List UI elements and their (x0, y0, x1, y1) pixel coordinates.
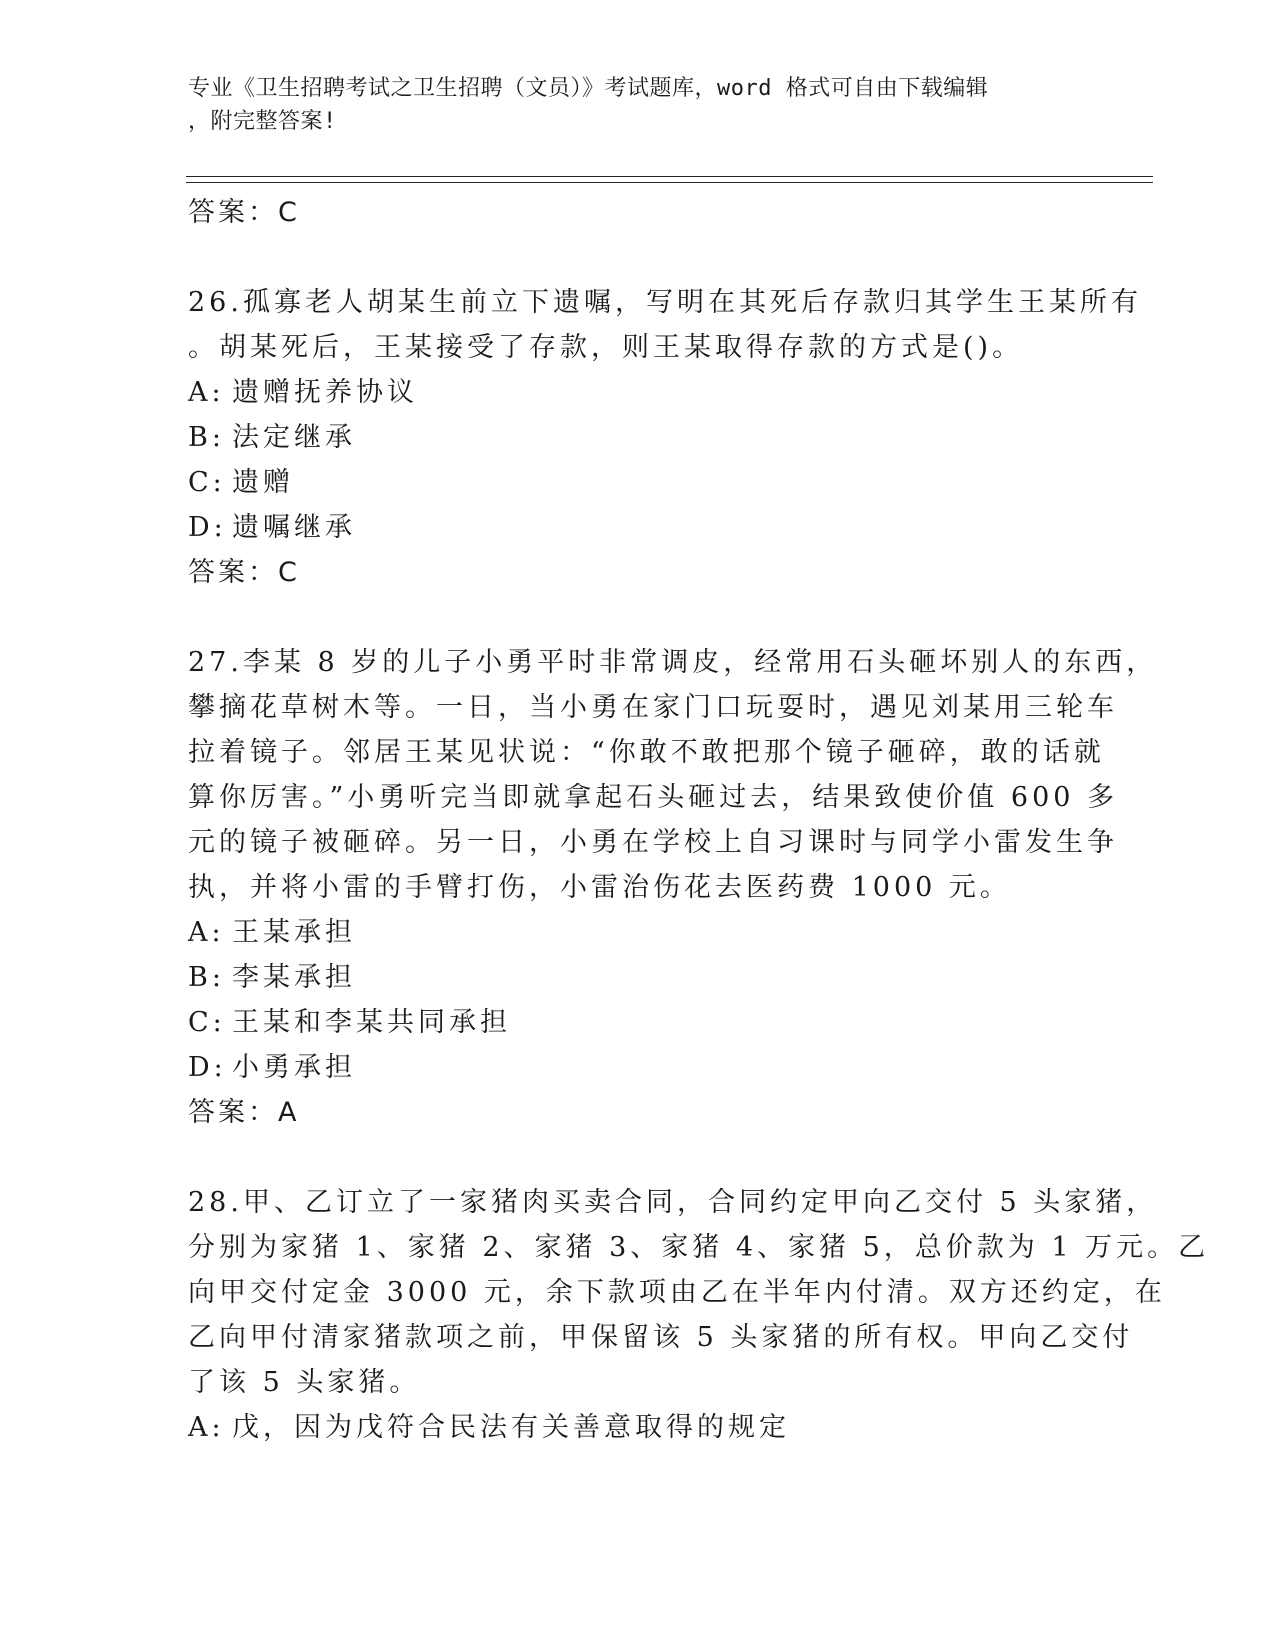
question-28 (188, 1180, 1210, 1450)
option-text: 法定继承 (232, 422, 356, 453)
option-letter: B: (188, 962, 225, 993)
option-text: 戊，因为戊符合民法有关善意取得的规定 (232, 1412, 790, 1443)
answer-line-q25: 答案：C (188, 197, 300, 228)
question-text-line: 向甲交付定金 3000 元，余下款项由乙在半年内付清。双方还约定，在 (188, 1277, 1166, 1308)
header-line-2: ，附完整答案! (188, 109, 337, 134)
question-text-line: 26.孤寡老人胡某生前立下遗嘱，写明在其死后存款归其学生王某所有 (188, 287, 1142, 318)
question-text-line: 乙向甲付清家猪款项之前，甲保留该 5 头家猪的所有权。甲向乙交付 (188, 1322, 1134, 1353)
option-letter: A: (188, 917, 225, 948)
option-letter: A: (188, 1412, 225, 1443)
option-a (188, 1405, 1088, 1450)
question-text-line: 执，并将小雷的手臂打伤，小雷治伤花去医药费 1000 元。 (188, 872, 1011, 903)
header-rule-bottom (186, 182, 1153, 183)
option-c (188, 1000, 1088, 1045)
header-line-1: 专业《卫生招聘考试之卫生招聘（文员）》考试题库，word 格式可自由下载编辑 (188, 76, 989, 101)
answer-line: 答案：A (188, 1097, 300, 1128)
option-a (188, 370, 1088, 415)
option-text: 小勇承担 (232, 1052, 356, 1083)
option-d (188, 505, 1088, 550)
answer-line: 答案：C (188, 557, 300, 588)
option-b (188, 415, 1088, 460)
question-text-line: 了该 5 头家猪。 (188, 1367, 421, 1398)
question-content (188, 190, 1210, 1450)
option-text: 遗赠 (232, 467, 294, 498)
question-text-line: 攀摘花草树木等。一日，当小勇在家门口玩耍时，遇见刘某用三轮车 (188, 692, 1118, 723)
option-letter: B: (188, 422, 225, 453)
page-header (188, 72, 1088, 138)
option-text: 李某承担 (232, 962, 356, 993)
option-letter: C: (188, 1007, 226, 1038)
question-text-line: 元的镜子被砸碎。另一日，小勇在学校上自习课时与同学小雷发生争 (188, 827, 1118, 858)
question-text-line: 28.甲、乙订立了一家猪肉买卖合同，合同约定甲向乙交付 5 头家猪， (188, 1187, 1158, 1218)
question-26 (188, 280, 1142, 595)
option-d (188, 1045, 1088, 1090)
question-text-line: 。胡某死后，王某接受了存款，则王某取得存款的方式是()。 (188, 332, 1024, 363)
option-text: 遗嘱继承 (232, 512, 356, 543)
option-letter: D: (188, 1052, 227, 1083)
question-text-line: 拉着镜子。邻居王某见状说：“你敢不敢把那个镜子砸碎，敢的话就 (188, 737, 1105, 768)
header-rule-top (186, 176, 1153, 177)
option-letter: A: (188, 377, 225, 408)
option-text: 王某承担 (232, 917, 356, 948)
option-b (188, 955, 1088, 1000)
question-text-line: 27.李某 8 岁的儿子小勇平时非常调皮，经常用石头砸坏别人的东西， (188, 647, 1158, 678)
question-text-line: 分别为家猪 1、家猪 2、家猪 3、家猪 4、家猪 5，总价款为 1 万元。乙 (188, 1232, 1210, 1263)
option-a (188, 910, 1088, 955)
option-letter: D: (188, 512, 227, 543)
option-letter: C: (188, 467, 226, 498)
question-27 (188, 640, 1158, 1135)
option-c (188, 460, 1088, 505)
question-text-line: 算你厉害。”小勇听完当即就拿起石头砸过去，结果致使价值 600 多 (188, 782, 1119, 813)
option-text: 遗赠抚养协议 (232, 377, 418, 408)
option-text: 王某和李某共同承担 (232, 1007, 511, 1038)
